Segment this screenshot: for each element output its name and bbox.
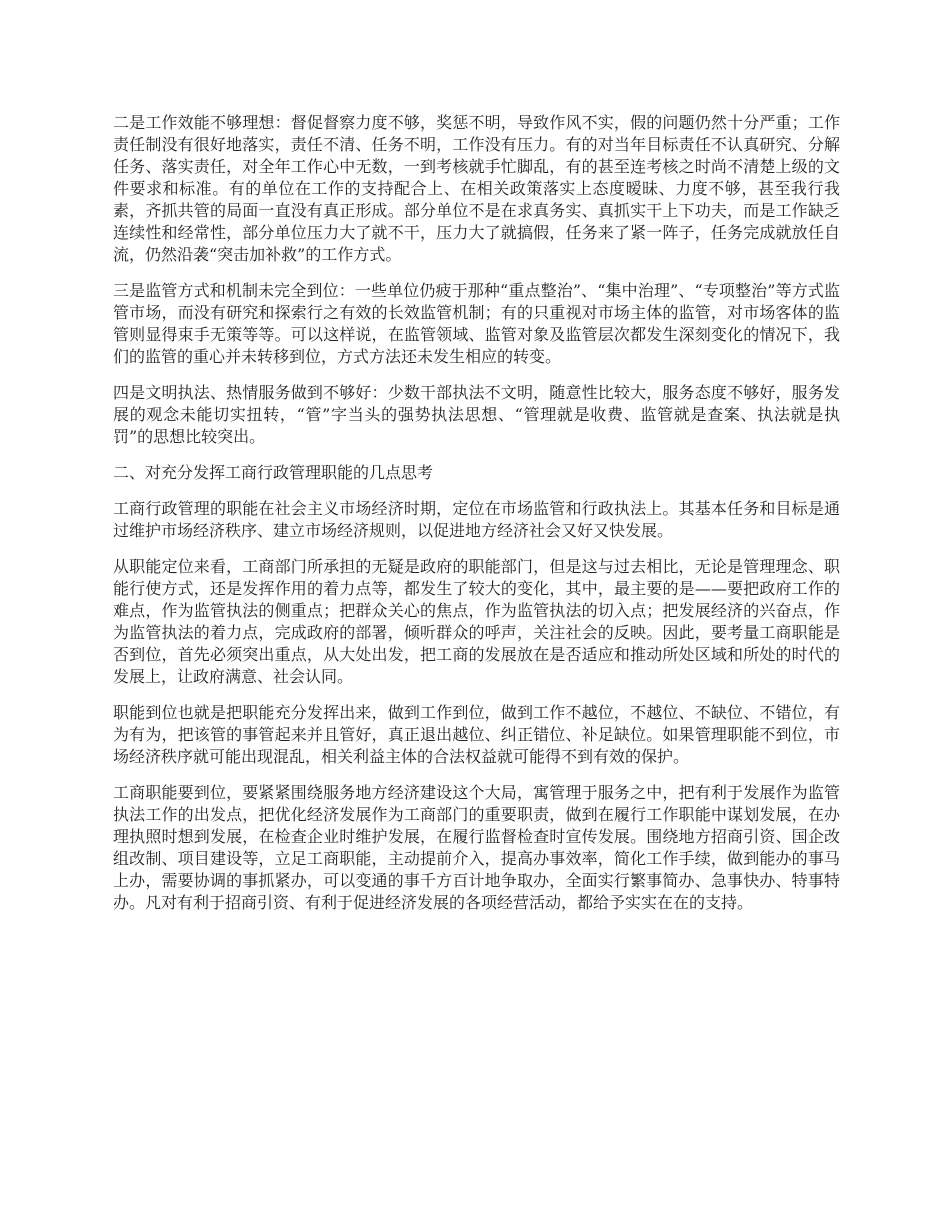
paragraph-serve-local-economy: 工商职能要到位，要紧紧围绕服务地方经济建设这个大局，寓管理于服务之中，把有利于发展作为监管执法工作的出发点，把优化经济发展作为工商部门的重要职责，做到在履行工作职能中谋划发展，在办理执照时想到发展，在检查企业时维护发展，在履行监督检查时宣传发展。围绕地方招商引资、国企改组改制、项目建设等，立足工商职能，主动提前介入，提高办事效率，简化工作手续，做到能办的事马上办，需要协调的事抓紧办，可以变通的事千方百计地争取办，全面实行繁事简办、急事快办、特事特办。凡对有利于招商引资、有利于促进经济发展的各项经营活动，都给予实实在在的支持。 xyxy=(113,783,840,912)
paragraph-work-efficiency: 二是工作效能不够理想：督促督察力度不够，奖惩不明，导致作风不实，假的问题仍然十分严重；工作责任制没有很好地落实，责任不清、任务不明，工作没有压力。有的对当年目标责任不认真研究、分解任务、落实责任，对全年工作心中无数，一到考核就手忙脚乱，有的甚至连考核之时尚不清楚上级的文件要求和标准。有的单位在工作的支持配合上、在相关政策落实上态度暧昧、力度不够，甚至我行我素，齐抓共管的局面一直没有真正形成。部分单位不是在求真务实、真抓实干上下功夫，而是工作缺乏连续性和经常性，部分单位压力大了就不干，压力大了就搞假，任务来了紧一阵子，任务完成就放任自流，仍然沿袭“突击加补救”的工作方式。 xyxy=(113,113,840,264)
paragraph-supervision-mechanism: 三是监管方式和机制未完全到位：一些单位仍疲于那种“重点整治”、“集中治理”、“专项整治”等方式监管市场，而没有研究和探索行之有效的长效监管机制；有的只重视对市场主体的监管，对市场客体的监管则显得束手无策等等。可以这样说，在监管领域、监管对象及监管层次都发生深刻变化的情况下，我们的监管的重心并未转移到位，方式方法还未发生相应的转变。 xyxy=(113,281,840,366)
paragraph-civilized-law-enforcement: 四是文明执法、热情服务做到不够好：少数干部执法不文明，随意性比较大，服务态度不够好，服务发展的观念未能切实扭转，“管”字当头的强势执法思想、“管理就是收费、监管就是查案、执法就是执罚”的思想比较突出。 xyxy=(113,383,840,446)
paragraph-function-definition: 工商行政管理的职能在社会主义市场经济时期，定位在市场监管和行政执法上。其基本任务和目标是通过维护市场经济秩序、建立市场经济规则，以促进地方经济社会又好又快发展。 xyxy=(113,499,840,540)
document-body xyxy=(113,112,840,928)
paragraph-function-positioning: 从职能定位来看，工商部门所承担的无疑是政府的职能部门，但是这与过去相比，无论是管理理念、职能行使方式，还是发挥作用的着力点等，都发生了较大的变化，其中，最主要的是——要把政府工作的难点，作为监管执法的侧重点；把群众关心的焦点，作为监管执法的切入点；把发展经济的兴奋点，作为监管执法的着力点，完成政府的部署，倾听群众的呼声，关注社会的反映。因此，要考量工商职能是否到位，首先必须突出重点，从大处出发，把工商的发展放在是否适应和推动所处区域和所处的时代的发展上，让政府满意、社会认同。 xyxy=(113,557,840,686)
section-heading: 二、对充分发挥工商行政管理职能的几点思考 xyxy=(113,463,434,482)
paragraph-function-in-place: 职能到位也就是把职能充分发挥出来，做到工作到位，做到工作不越位，不越位、不缺位、不错位，有为有为，把该管的事管起来并且管好，真正退出越位、纠正错位、补足缺位。如果管理职能不到位，市场经济秩序就可能出现混乱，相关利益主体的合法权益就可能得不到有效的保护。 xyxy=(113,703,840,766)
